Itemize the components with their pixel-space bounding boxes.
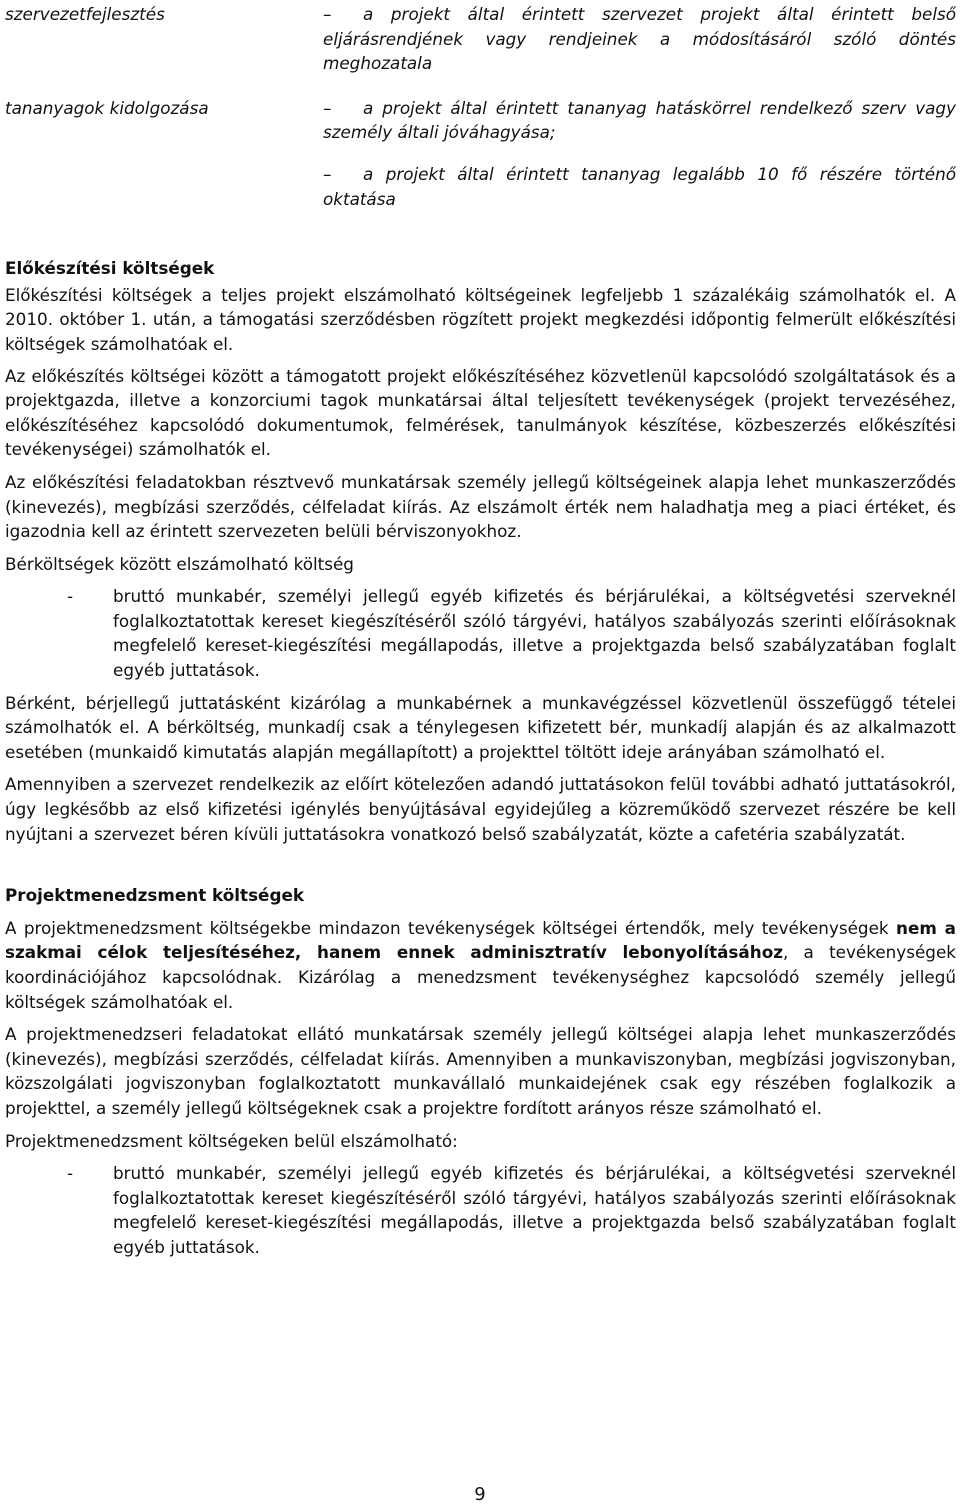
paragraph: Bérköltségek között elszámolható költség <box>5 553 354 574</box>
paragraph: Bérként, bérjellegű juttatásként kizárólag a munkabérnek a munkavégzéssel közvetlenül összefüggő tételei számolhatók el. A bérköltség, munkadíj csak a ténylegesen kifizetett bér, munkadíj alapján és az alkalmazott esetében (munkaidő kimutatás alapján megállapított) a projekttel töltött ideje arányában számolható el. <box>5 692 956 762</box>
criteria-label: tananyagok kidolgozása <box>5 97 209 118</box>
list-item: - bruttó munkabér, személyi jellegű egyéb kifizetés és bérjárulékai, a költségvetési szerveknél foglalkoztatottak kereset kiegészítéséről szóló tárgyévi, hatályos szabályozás szerinti előírásoknak megfelelő kereset-kiegészítési megállapodás, illetve a projektgazda belső szabályzatában foglalt egyéb juttatások. <box>5 1161 956 1259</box>
criteria-row <box>5 96 956 211</box>
paragraph: Projektmenedzsment költségeken belül elszámolható: <box>5 1130 458 1151</box>
paragraph: Előkészítési költségek a teljes projekt elszámolható költségeinek legfeljebb 1 százalékáig számolhatók el. A 2010. október 1. után, a támogatási szerződésben rögzített projekt megkezdési időpontig felmerült előkészítési költségek számolhatóak el. <box>5 284 956 354</box>
paragraph: A projektmenedzsment költségekbe mindazon tevékenységek költségei értendők, mely tevékenységek nem a szakmai célok teljesítéséhez, hanem ennek adminisztratív lebonyolításához, a tevékenységek koordinációjához kapcsolódnak. Kizárólag a menedzsment tevékenységhez kapcsolódó személy jellegű költségek számolhatóak el. <box>5 917 957 1012</box>
paragraph: Az előkészítés költségei között a támogatott projekt előkészítéséhez közvetlenül kapcsolódó szolgáltatások és a projektgazda, illetve a konzorciumi tagok munkatársai által teljesített tevékenységek (projekt tervezéséhez, előkészítéséhez kapcsolódó dokumentumok, felmérések, tanulmányok készítése, közbeszerzés előkészítési tevékenységei) számolhatók el. <box>5 365 956 460</box>
criteria-item: – a projekt által érintett tananyag legalább 10 fő részére történő oktatása <box>323 163 956 209</box>
section-heading: Projektmenedzsment költségek <box>5 885 304 906</box>
section-heading: Előkészítési költségek <box>5 258 215 279</box>
paragraph: Amennyiben a szervezet rendelkezik az előírt kötelezően adandó juttatásokon felül további adható juttatásokról, úgy legkésőbb az első kifizetési igénylés benyújtásával egyidejűleg a közreműködő szervezet részére be kell nyújtani a szervezet béren kívüli juttatásokra vonatkozó belső szabályzatát, közte a cafetéria szabályzatát. <box>5 774 956 844</box>
document-page <box>5 0 956 1260</box>
criteria-row <box>5 2 956 76</box>
criteria-items <box>323 96 956 211</box>
page-number: 9 <box>474 1484 486 1505</box>
dash-mark: – <box>323 97 332 118</box>
emphasis-text: nem a szakmai célok teljesítéséhez, hanem ennek adminisztratív lebonyolításához <box>5 917 957 963</box>
criteria-item: – a projekt által érintett tananyag hatáskörrel rendelkező szerv vagy személy általi jóváhagyása; <box>323 97 956 143</box>
criteria-label: szervezetfejlesztés <box>5 4 165 24</box>
paragraph: Az előkészítési feladatokban résztvevő munkatársak személy jellegű költségeinek alapja lehet munkaszerződés (kinevezés), megbízási szerződés, célfeladat kiírás. Az elszámolt érték nem haladhatja meg a piaci értéket, és igazodnia kell az érintett szervezeten belüli bérviszonyokhoz. <box>5 471 956 542</box>
bullet-mark: - <box>67 586 74 607</box>
criteria-items <box>323 2 956 76</box>
bullet-mark: - <box>67 1163 74 1184</box>
dash-mark: – <box>323 163 332 184</box>
criteria-table <box>5 2 956 211</box>
paragraph: A projektmenedzseri feladatokat ellátó munkatársak személy jellegű költségei alapja lehet munkaszerződés (kinevezés), megbízási szerződés, célfeladat kiírás. Amennyiben a munkaviszonyban, megbízási jogviszonyban, közszolgálati jogviszonyban foglalkoztatott munkavállaló munkaidejének csak egy részében foglalkozik a projekttel, a személy jellegű költségeknek csak a projektre fordított arányos része számolható el. <box>5 1024 956 1118</box>
dash-mark: – <box>323 4 332 24</box>
list-item: - bruttó munkabér, személyi jellegű egyéb kifizetés és bérjárulékai, a költségvetési szerveknél foglalkoztatottak kereset kiegészítéséről szóló tárgyévi, hatályos szabályozás szerinti előírásoknak megfelelő kereset-kiegészítési megállapodás, illetve a projektgazda belső szabályzatában foglalt egyéb juttatások. <box>5 584 956 682</box>
criteria-item: – a projekt által érintett szervezet projekt által érintett belső eljárásrendjének vagy rendjeinek a módosításáról szóló döntés meghozatala <box>323 4 956 74</box>
